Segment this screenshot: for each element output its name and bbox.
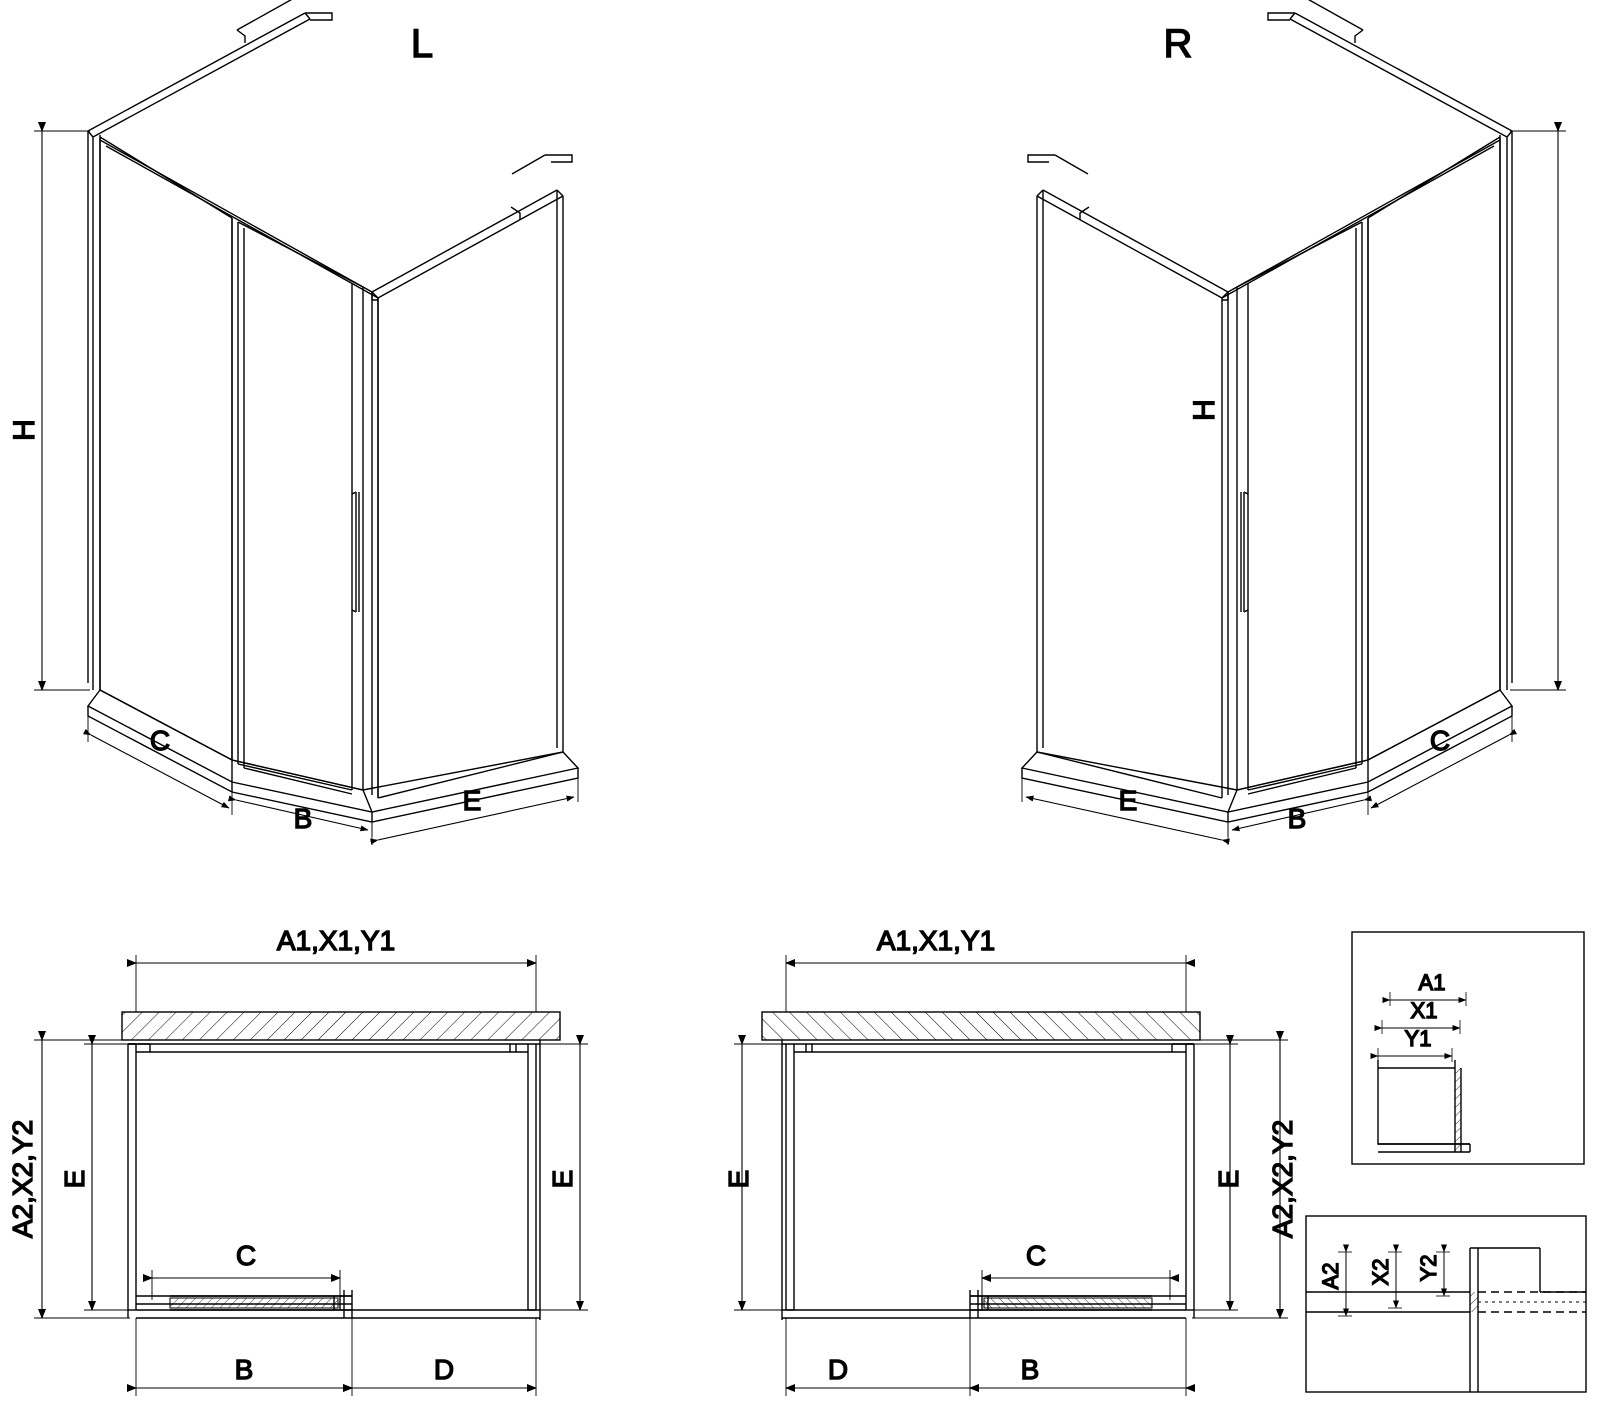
detail-label-X2: X2 (1368, 1258, 1393, 1286)
dimension-E-left-plan (59, 1044, 130, 1310)
detail-label-A2: A2 (1318, 1262, 1343, 1290)
dimension-label-B: B (293, 803, 313, 834)
dimension-label-C-plan: C (235, 1240, 257, 1271)
dimension-D-plan-left (352, 1318, 536, 1396)
detail-bottom-view (1306, 1216, 1586, 1392)
dimension-D-plan-right (786, 1318, 970, 1396)
dimension-H-left (8, 131, 90, 690)
dimension-label-H: H (8, 419, 41, 441)
dimension-E-right-plan (540, 1044, 588, 1310)
plan-right-view (734, 955, 1288, 1396)
dimension-E-left (372, 778, 578, 845)
detail-label-X1: X1 (1410, 998, 1438, 1023)
detail-label-Y1: Y1 (1404, 1026, 1432, 1051)
detail-label-A1: A1 (1418, 970, 1446, 995)
iso-left-view (8, 0, 578, 845)
version-label-L: L (410, 22, 434, 66)
dimension-label-E-plan-right: E (547, 1169, 578, 1189)
iso-right-view (1022, 0, 1566, 845)
dimension-label-H-right: H (1188, 399, 1221, 421)
dimension-C-plan-left (152, 1240, 340, 1300)
dimension-B-plan-right (970, 1318, 1186, 1396)
dimension-label-B-plan: B (234, 1354, 254, 1385)
dimension-label-C-right: C (1429, 725, 1451, 756)
dimension-label-D-plan-right: D (827, 1354, 849, 1385)
dimension-label-A1X1Y1-right: A1,X1,Y1 (876, 925, 996, 956)
dimension-label-C-plan-right: C (1025, 1240, 1047, 1271)
dimension-A1X1Y1-left (136, 925, 536, 1012)
dimension-B-plan-left (136, 1318, 352, 1396)
dimension-label-D-plan: D (433, 1354, 455, 1385)
dimension-label-A1X1Y1: A1,X1,Y1 (276, 925, 396, 956)
dimension-label-E-plan-right-inner: E (723, 1169, 754, 1189)
dimension-label-E-plan-left: E (59, 1169, 90, 1189)
dimension-label-A2X2Y2: A2,X2,Y2 (7, 1119, 38, 1239)
dimension-label-B-plan-right: B (1020, 1354, 1040, 1385)
dimension-A1X1Y1-right (786, 955, 1186, 1012)
version-label-R: R (1163, 22, 1193, 66)
dimension-C-left (88, 716, 232, 815)
dimension-label-B-right: B (1287, 803, 1307, 834)
dimension-label-E-plan-right-outer: E (1213, 1169, 1244, 1189)
dimension-label-E: E (462, 785, 482, 816)
plan-left-view (7, 925, 588, 1396)
dimension-H-right (1510, 131, 1566, 690)
detail-label-Y2: Y2 (1416, 1254, 1441, 1282)
dimension-label-E-right: E (1118, 785, 1138, 816)
dimension-label-A2X2Y2-right: A2,X2,Y2 (1267, 1119, 1298, 1239)
dimension-label-C: C (149, 725, 171, 756)
detail-top-view (1352, 932, 1584, 1164)
